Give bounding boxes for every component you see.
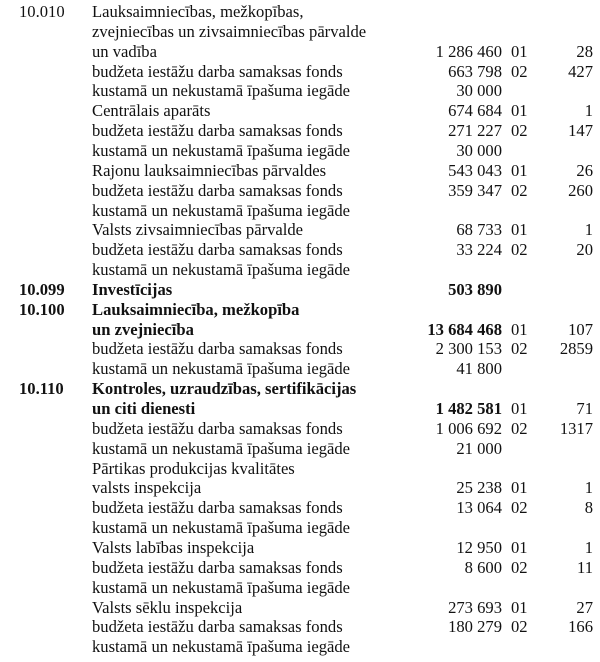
row-amount: 25 238 (456, 478, 502, 498)
row-column-1: 02 (511, 339, 528, 359)
row-column-1: 02 (511, 61, 528, 81)
row-label: budžeta iestāžu darba samaksas fonds (92, 61, 343, 81)
row-amount: 273 693 (448, 597, 502, 617)
row-amount: 663 798 (448, 61, 502, 81)
row-column-1: 02 (511, 121, 528, 141)
row-amount: 1 286 460 (435, 41, 502, 61)
budget-row (0, 359, 600, 379)
row-column-2: 1 (584, 478, 593, 498)
row-code: 10.100 (19, 299, 65, 319)
row-label: un vadība (92, 41, 157, 61)
row-label: kustamā un nekustamā īpašuma iegāde (92, 577, 351, 597)
budget-row (0, 81, 600, 101)
row-label: budžeta iestāžu darba samaksas fonds (92, 339, 343, 359)
budget-row (0, 22, 600, 42)
row-label: valsts inspekcija (92, 478, 202, 498)
budget-row (0, 101, 600, 121)
row-column-2: 28 (576, 41, 593, 61)
budget-row (0, 339, 600, 359)
budget-row (0, 538, 600, 558)
budget-row (0, 201, 600, 221)
row-amount: 180 279 (448, 617, 502, 637)
budget-row (0, 220, 600, 240)
row-column-2: 26 (576, 160, 593, 180)
budget-row (0, 478, 600, 498)
row-amount: 543 043 (448, 160, 502, 180)
row-amount: 503 890 (448, 279, 502, 299)
row-amount: 41 800 (456, 359, 502, 379)
row-label: budžeta iestāžu darba samaksas fonds (92, 180, 343, 200)
row-label: zvejniecības un zivsaimniecības pārvalde (92, 21, 367, 41)
budget-row (0, 498, 600, 518)
budget-row (0, 300, 600, 320)
row-column-1: 02 (511, 240, 528, 260)
budget-row (0, 598, 600, 618)
budget-row (0, 419, 600, 439)
row-label: budžeta iestāžu darba samaksas fonds (92, 557, 343, 577)
row-amount: 2 300 153 (435, 339, 502, 359)
row-column-2: 1 (584, 101, 593, 121)
row-label: kustamā un nekustamā īpašuma iegāde (92, 81, 351, 101)
budget-row (0, 121, 600, 141)
budget-row (0, 399, 600, 419)
budget-row (0, 280, 600, 300)
row-label: un zvejniecība (92, 319, 194, 339)
row-column-2: 1 (584, 537, 593, 557)
row-amount: 359 347 (448, 180, 502, 200)
row-column-1: 01 (511, 537, 528, 557)
row-column-1: 01 (511, 399, 528, 418)
row-label: kustamā un nekustamā īpašuma iegāde (92, 637, 351, 657)
row-label: Valsts labības inspekcija (92, 537, 255, 557)
budget-row (0, 161, 600, 181)
row-column-1: 02 (511, 617, 528, 637)
row-amount: 13 684 468 (427, 319, 502, 339)
row-label: kustamā un nekustamā īpašuma iegāde (92, 200, 351, 220)
row-label: kustamā un nekustamā īpašuma iegāde (92, 438, 351, 458)
row-amount: 8 600 (464, 557, 502, 577)
row-amount: 12 950 (456, 537, 502, 557)
row-label: kustamā un nekustamā īpašuma iegāde (92, 359, 351, 379)
row-column-2: 71 (576, 399, 593, 418)
row-label: Rajonu lauksaimniecības pārvaldes (92, 160, 327, 180)
row-column-2: 107 (568, 319, 593, 339)
budget-row (0, 181, 600, 201)
row-amount: 21 000 (456, 438, 502, 458)
budget-row (0, 260, 600, 280)
budget-row (0, 558, 600, 578)
row-code: 10.010 (19, 2, 65, 21)
row-label: budžeta iestāžu darba samaksas fonds (92, 498, 343, 518)
row-label: budžeta iestāžu darba samaksas fonds (92, 240, 343, 260)
row-label: budžeta iestāžu darba samaksas fonds (92, 121, 343, 141)
budget-row (0, 240, 600, 260)
row-column-1: 01 (511, 597, 528, 617)
row-column-1: 01 (511, 101, 528, 121)
row-amount: 271 227 (448, 121, 502, 141)
budget-row (0, 518, 600, 538)
budget-row (0, 459, 600, 479)
row-code: 10.110 (19, 379, 64, 399)
row-label: Valsts zivsaimniecības pārvalde (92, 220, 304, 240)
row-label: Kontroles, uzraudzības, sertifikācijas (92, 379, 357, 399)
row-column-2: 8 (584, 498, 593, 518)
row-column-1: 02 (511, 418, 528, 438)
row-column-1: 02 (511, 557, 528, 577)
row-amount: 33 224 (456, 240, 502, 260)
row-amount: 13 064 (456, 498, 502, 518)
row-amount: 30 000 (456, 81, 502, 101)
row-label: budžeta iestāžu darba samaksas fonds (92, 617, 343, 637)
budget-row (0, 62, 600, 82)
row-column-2: 260 (568, 180, 593, 200)
budget-row (0, 141, 600, 161)
row-column-2: 20 (576, 240, 593, 260)
row-label: Investīcijas (92, 279, 173, 299)
row-amount: 68 733 (456, 220, 502, 240)
row-column-2: 147 (568, 121, 593, 141)
budget-row (0, 637, 600, 657)
row-label: kustamā un nekustamā īpašuma iegāde (92, 518, 351, 538)
row-column-2: 11 (577, 557, 593, 577)
row-column-1: 01 (511, 160, 528, 180)
row-label: kustamā un nekustamā īpašuma iegāde (92, 140, 351, 160)
row-column-2: 27 (576, 597, 593, 617)
row-column-1: 01 (511, 220, 528, 240)
row-column-2: 427 (568, 61, 593, 81)
row-amount: 674 684 (448, 101, 502, 121)
budget-row (0, 2, 600, 22)
row-label: un citi dienesti (92, 399, 196, 418)
row-column-1: 01 (511, 41, 528, 61)
budget-row (0, 617, 600, 637)
row-column-1: 02 (511, 180, 528, 200)
row-column-2: 1317 (559, 418, 593, 438)
row-column-1: 02 (511, 498, 528, 518)
row-column-1: 01 (511, 478, 528, 498)
row-amount: 30 000 (456, 140, 502, 160)
budget-row (0, 439, 600, 459)
row-amount: 1 006 692 (435, 418, 502, 438)
row-label: Centrālais aparāts (92, 101, 211, 121)
budget-row (0, 42, 600, 62)
budget-row (0, 379, 600, 399)
row-column-1: 01 (511, 319, 528, 339)
row-code: 10.099 (19, 279, 65, 299)
row-column-2: 2859 (559, 339, 593, 359)
row-column-2: 1 (584, 220, 593, 240)
row-label: Lauksaimniecība, mežkopība (92, 299, 300, 319)
row-amount: 1 482 581 (435, 399, 502, 418)
row-column-2: 166 (568, 617, 593, 637)
row-label: Pārtikas produkcijas kvalitātes (92, 458, 295, 478)
row-label: kustamā un nekustamā īpašuma iegāde (92, 260, 351, 280)
row-label: Lauksaimniecības, mežkopības, (92, 2, 304, 21)
budget-row (0, 320, 600, 340)
row-label: Valsts sēklu inspekcija (92, 597, 243, 617)
budget-row (0, 578, 600, 598)
row-label: budžeta iestāžu darba samaksas fonds (92, 418, 343, 438)
